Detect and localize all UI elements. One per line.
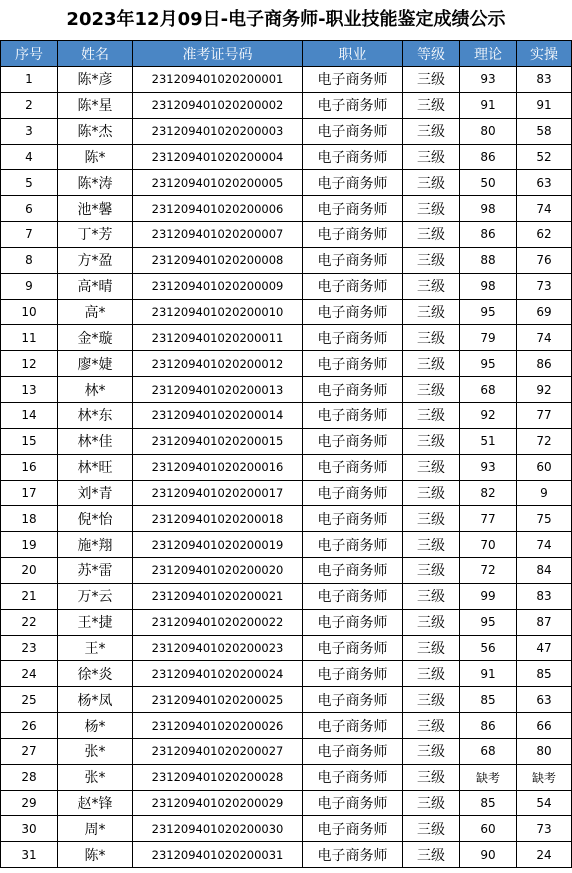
theory-score-cell: 72 [460,558,517,584]
seq-cell: 4 [1,144,58,170]
theory-score-cell: 70 [460,532,517,558]
exam-id-cell: 231209401020200027 [133,738,303,764]
theory-score-cell: 95 [460,351,517,377]
practice-score-cell: 77 [517,402,572,428]
practice-score-cell: 86 [517,351,572,377]
practice-score-cell: 83 [517,583,572,609]
seq-cell: 16 [1,454,58,480]
theory-score-cell: 86 [460,144,517,170]
occupation-cell: 电子商务师 [303,170,403,196]
practice-score-cell: 24 [517,842,572,868]
exam-id-cell: 231209401020200018 [133,506,303,532]
theory-score-cell: 86 [460,713,517,739]
exam-id-cell: 231209401020200010 [133,299,303,325]
practice-score-cell: 9 [517,480,572,506]
name-cell: 王* [58,635,133,661]
theory-score-cell: 98 [460,273,517,299]
level-cell: 三级 [403,738,460,764]
seq-cell: 24 [1,661,58,687]
level-cell: 三级 [403,842,460,868]
seq-cell: 13 [1,377,58,403]
table-row [1,842,572,868]
practice-score-cell: 91 [517,92,572,118]
level-cell: 三级 [403,816,460,842]
table-row [1,377,572,403]
exam-id-cell: 231209401020200007 [133,222,303,248]
occupation-cell: 电子商务师 [303,273,403,299]
table-row [1,247,572,273]
seq-cell: 26 [1,713,58,739]
theory-score-cell: 56 [460,635,517,661]
table-row [1,118,572,144]
theory-score-cell: 95 [460,299,517,325]
exam-id-cell: 231209401020200028 [133,764,303,790]
exam-id-cell: 231209401020200029 [133,790,303,816]
occupation-cell: 电子商务师 [303,454,403,480]
table-row [1,325,572,351]
occupation-cell: 电子商务师 [303,299,403,325]
header-level: 等级 [403,41,460,67]
level-cell: 三级 [403,67,460,93]
practice-score-cell: 69 [517,299,572,325]
table-row [1,713,572,739]
occupation-cell: 电子商务师 [303,92,403,118]
practice-score-cell: 83 [517,67,572,93]
theory-score-cell: 95 [460,609,517,635]
theory-score-cell: 68 [460,377,517,403]
theory-score-cell: 50 [460,170,517,196]
name-cell: 方*盈 [58,247,133,273]
header-name: 姓名 [58,41,133,67]
theory-score-cell: 90 [460,842,517,868]
seq-cell: 27 [1,738,58,764]
seq-cell: 25 [1,687,58,713]
seq-cell: 1 [1,67,58,93]
exam-id-cell: 231209401020200020 [133,558,303,584]
practice-score-cell: 74 [517,532,572,558]
practice-score-cell: 76 [517,247,572,273]
exam-id-cell: 231209401020200017 [133,480,303,506]
level-cell: 三级 [403,92,460,118]
exam-id-cell: 231209401020200024 [133,661,303,687]
level-cell: 三级 [403,687,460,713]
table-row [1,764,572,790]
exam-id-cell: 231209401020200015 [133,428,303,454]
occupation-cell: 电子商务师 [303,661,403,687]
table-row [1,454,572,480]
practice-score-cell: 73 [517,273,572,299]
table-row [1,558,572,584]
theory-score-cell: 80 [460,118,517,144]
practice-score-cell: 52 [517,144,572,170]
seq-cell: 10 [1,299,58,325]
occupation-cell: 电子商务师 [303,842,403,868]
table-body [1,67,572,868]
name-cell: 刘*青 [58,480,133,506]
level-cell: 三级 [403,144,460,170]
header-row [1,41,572,67]
table-row [1,299,572,325]
occupation-cell: 电子商务师 [303,816,403,842]
table-row [1,67,572,93]
practice-score-cell: 72 [517,428,572,454]
name-cell: 金*璇 [58,325,133,351]
theory-score-cell: 缺考 [460,764,517,790]
seq-cell: 6 [1,196,58,222]
theory-score-cell: 92 [460,402,517,428]
exam-id-cell: 231209401020200001 [133,67,303,93]
practice-score-cell: 74 [517,196,572,222]
theory-score-cell: 60 [460,816,517,842]
exam-id-cell: 231209401020200012 [133,351,303,377]
name-cell: 林* [58,377,133,403]
table-row [1,609,572,635]
table-row [1,170,572,196]
seq-cell: 28 [1,764,58,790]
level-cell: 三级 [403,428,460,454]
score-table [0,40,572,868]
table-row [1,790,572,816]
occupation-cell: 电子商务师 [303,790,403,816]
level-cell: 三级 [403,764,460,790]
name-cell: 施*翔 [58,532,133,558]
seq-cell: 18 [1,506,58,532]
occupation-cell: 电子商务师 [303,532,403,558]
practice-score-cell: 75 [517,506,572,532]
theory-score-cell: 82 [460,480,517,506]
occupation-cell: 电子商务师 [303,428,403,454]
level-cell: 三级 [403,661,460,687]
seq-cell: 30 [1,816,58,842]
name-cell: 丁*芳 [58,222,133,248]
table-row [1,506,572,532]
table-row [1,583,572,609]
theory-score-cell: 51 [460,428,517,454]
table-row [1,532,572,558]
exam-id-cell: 231209401020200013 [133,377,303,403]
exam-id-cell: 231209401020200005 [133,170,303,196]
table-row [1,222,572,248]
practice-score-cell: 74 [517,325,572,351]
name-cell: 周* [58,816,133,842]
occupation-cell: 电子商务师 [303,583,403,609]
name-cell: 林*佳 [58,428,133,454]
header-seq: 序号 [1,41,58,67]
practice-score-cell: 54 [517,790,572,816]
theory-score-cell: 98 [460,196,517,222]
name-cell: 高*晴 [58,273,133,299]
header-theory: 理论 [460,41,517,67]
practice-score-cell: 73 [517,816,572,842]
name-cell: 林*东 [58,402,133,428]
practice-score-cell: 92 [517,377,572,403]
exam-id-cell: 231209401020200019 [133,532,303,558]
table-header [1,41,572,67]
occupation-cell: 电子商务师 [303,738,403,764]
seq-cell: 8 [1,247,58,273]
level-cell: 三级 [403,351,460,377]
table-row [1,92,572,118]
name-cell: 陈*杰 [58,118,133,144]
table-row [1,816,572,842]
name-cell: 陈* [58,842,133,868]
seq-cell: 9 [1,273,58,299]
occupation-cell: 电子商务师 [303,480,403,506]
name-cell: 陈*涛 [58,170,133,196]
seq-cell: 11 [1,325,58,351]
name-cell: 廖*婕 [58,351,133,377]
level-cell: 三级 [403,480,460,506]
theory-score-cell: 85 [460,790,517,816]
exam-id-cell: 231209401020200030 [133,816,303,842]
theory-score-cell: 86 [460,222,517,248]
practice-score-cell: 87 [517,609,572,635]
occupation-cell: 电子商务师 [303,222,403,248]
exam-id-cell: 231209401020200011 [133,325,303,351]
theory-score-cell: 88 [460,247,517,273]
name-cell: 倪*怡 [58,506,133,532]
seq-cell: 15 [1,428,58,454]
practice-score-cell: 58 [517,118,572,144]
exam-id-cell: 231209401020200008 [133,247,303,273]
level-cell: 三级 [403,118,460,144]
table-row [1,402,572,428]
table-row [1,144,572,170]
occupation-cell: 电子商务师 [303,118,403,144]
table-row [1,273,572,299]
occupation-cell: 电子商务师 [303,67,403,93]
occupation-cell: 电子商务师 [303,713,403,739]
practice-score-cell: 60 [517,454,572,480]
practice-score-cell: 63 [517,170,572,196]
table-row [1,661,572,687]
seq-cell: 2 [1,92,58,118]
level-cell: 三级 [403,402,460,428]
theory-score-cell: 91 [460,92,517,118]
table-row [1,428,572,454]
exam-id-cell: 231209401020200026 [133,713,303,739]
name-cell: 徐*炎 [58,661,133,687]
level-cell: 三级 [403,454,460,480]
exam-id-cell: 231209401020200031 [133,842,303,868]
seq-cell: 31 [1,842,58,868]
name-cell: 高* [58,299,133,325]
level-cell: 三级 [403,325,460,351]
occupation-cell: 电子商务师 [303,609,403,635]
occupation-cell: 电子商务师 [303,377,403,403]
header-occupation: 职业 [303,41,403,67]
occupation-cell: 电子商务师 [303,506,403,532]
exam-id-cell: 231209401020200014 [133,402,303,428]
theory-score-cell: 91 [460,661,517,687]
seq-cell: 7 [1,222,58,248]
practice-score-cell: 84 [517,558,572,584]
seq-cell: 21 [1,583,58,609]
level-cell: 三级 [403,583,460,609]
name-cell: 苏*雷 [58,558,133,584]
occupation-cell: 电子商务师 [303,687,403,713]
practice-score-cell: 缺考 [517,764,572,790]
exam-id-cell: 231209401020200022 [133,609,303,635]
seq-cell: 14 [1,402,58,428]
theory-score-cell: 85 [460,687,517,713]
seq-cell: 29 [1,790,58,816]
theory-score-cell: 68 [460,738,517,764]
name-cell: 陈*星 [58,92,133,118]
exam-id-cell: 231209401020200023 [133,635,303,661]
theory-score-cell: 93 [460,454,517,480]
level-cell: 三级 [403,713,460,739]
table-row [1,687,572,713]
theory-score-cell: 99 [460,583,517,609]
seq-cell: 3 [1,118,58,144]
level-cell: 三级 [403,635,460,661]
table-row [1,738,572,764]
practice-score-cell: 66 [517,713,572,739]
level-cell: 三级 [403,170,460,196]
seq-cell: 22 [1,609,58,635]
occupation-cell: 电子商务师 [303,764,403,790]
seq-cell: 19 [1,532,58,558]
table-row [1,196,572,222]
name-cell: 池*馨 [58,196,133,222]
occupation-cell: 电子商务师 [303,196,403,222]
practice-score-cell: 80 [517,738,572,764]
name-cell: 张* [58,738,133,764]
level-cell: 三级 [403,299,460,325]
occupation-cell: 电子商务师 [303,144,403,170]
occupation-cell: 电子商务师 [303,325,403,351]
exam-id-cell: 231209401020200006 [133,196,303,222]
exam-id-cell: 231209401020200003 [133,118,303,144]
table-row [1,635,572,661]
theory-score-cell: 77 [460,506,517,532]
occupation-cell: 电子商务师 [303,351,403,377]
sheet-title: 2023年12月09日-电子商务师-职业技能鉴定成绩公示 [66,9,506,30]
seq-cell: 12 [1,351,58,377]
level-cell: 三级 [403,506,460,532]
occupation-cell: 电子商务师 [303,635,403,661]
table-row [1,480,572,506]
name-cell: 陈* [58,144,133,170]
practice-score-cell: 85 [517,661,572,687]
theory-score-cell: 79 [460,325,517,351]
level-cell: 三级 [403,532,460,558]
header-exam-id: 准考证号码 [133,41,303,67]
name-cell: 王*捷 [58,609,133,635]
name-cell: 杨*凤 [58,687,133,713]
level-cell: 三级 [403,196,460,222]
practice-score-cell: 47 [517,635,572,661]
exam-id-cell: 231209401020200009 [133,273,303,299]
practice-score-cell: 63 [517,687,572,713]
exam-id-cell: 231209401020200025 [133,687,303,713]
practice-score-cell: 62 [517,222,572,248]
level-cell: 三级 [403,609,460,635]
exam-id-cell: 231209401020200016 [133,454,303,480]
occupation-cell: 电子商务师 [303,247,403,273]
theory-score-cell: 93 [460,67,517,93]
level-cell: 三级 [403,247,460,273]
level-cell: 三级 [403,558,460,584]
name-cell: 张* [58,764,133,790]
level-cell: 三级 [403,222,460,248]
name-cell: 杨* [58,713,133,739]
level-cell: 三级 [403,273,460,299]
name-cell: 林*旺 [58,454,133,480]
name-cell: 赵*锋 [58,790,133,816]
seq-cell: 20 [1,558,58,584]
name-cell: 万*云 [58,583,133,609]
seq-cell: 5 [1,170,58,196]
level-cell: 三级 [403,377,460,403]
seq-cell: 17 [1,480,58,506]
exam-id-cell: 231209401020200021 [133,583,303,609]
name-cell: 陈*彦 [58,67,133,93]
occupation-cell: 电子商务师 [303,558,403,584]
seq-cell: 23 [1,635,58,661]
header-practice: 实操 [517,41,572,67]
exam-id-cell: 231209401020200002 [133,92,303,118]
table-row [1,351,572,377]
exam-id-cell: 231209401020200004 [133,144,303,170]
occupation-cell: 电子商务师 [303,402,403,428]
level-cell: 三级 [403,790,460,816]
